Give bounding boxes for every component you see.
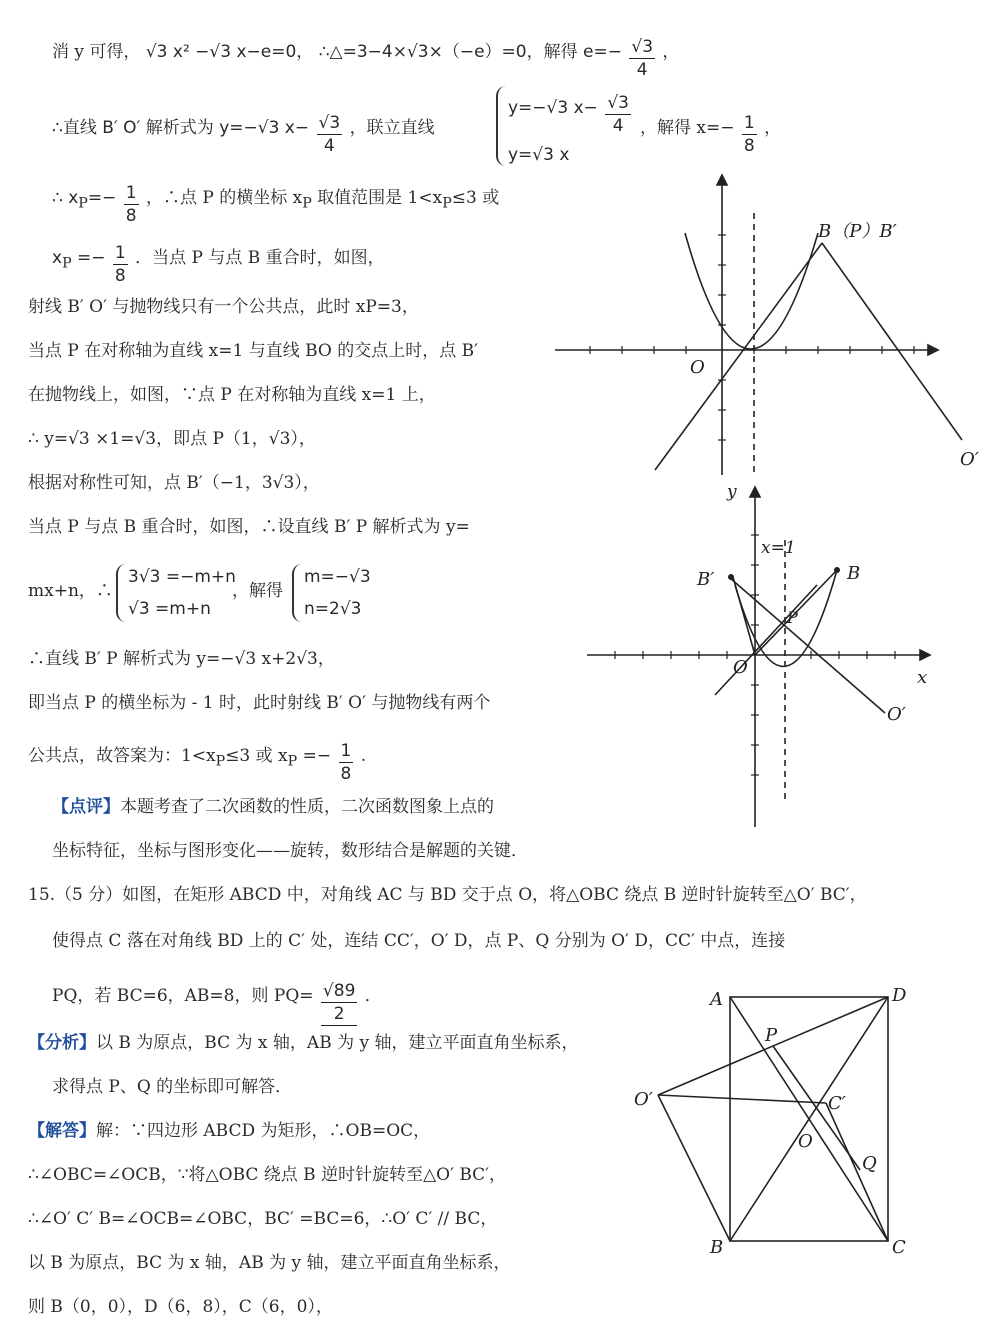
system-eq-1: y=−√3 x− $\frac{√3}{4}$ [508, 93, 629, 136]
text-line-21: 求得点 P、Q 的坐标即可解答． [52, 1077, 293, 1097]
figure-label: O [690, 357, 705, 378]
figure-label: B [847, 563, 861, 584]
text-line-2: ∴直线 B′ O′ 解析式为 y=−√3 x− $\frac{√3}{4}$ ，联立直线 [52, 113, 435, 156]
text-line-20: 【分析】以 B 为原点，BC 为 x 轴，AB 为 y 轴，建立平面直角坐标系， [28, 1033, 579, 1053]
text-line-25: 以 B 为原点，BC 为 x 轴，AB 为 y 轴，建立平面直角坐标系， [28, 1253, 511, 1273]
figure-label: O′ [960, 449, 979, 470]
system-eq-1: m=−√3 [304, 567, 371, 587]
figure-label: P [765, 1025, 778, 1046]
text-line-4: $x_P$ =− $\frac{1}{8}$ ．当点 P 与点 B 重合时，如图， [52, 243, 385, 286]
text-line-19: PQ，若 BC=6，AB=8，则 PQ= $\frac{√89}{2}$ ． [52, 981, 382, 1024]
text-line-24: ∴∠O′ C′ B=∠OCB=∠OBC，BC′ =BC=6，∴O′ C′ // BC， [28, 1209, 498, 1229]
system-eq-2: √3 =m+n [128, 599, 211, 619]
figure-label: A [710, 989, 723, 1010]
text-line-14: 公共点，故答案为：$1<x_P\le 3$ 或 $x_P$ =− $\frac{1}{8}$ . [28, 741, 367, 784]
figure-label: B（P）B′ [818, 221, 897, 242]
figure-label: O [733, 657, 748, 678]
text-line-10: 当点 P 与点 B 重合时，如图，∴设直线 B′ P 解析式为 y= [28, 517, 470, 537]
text-line-15: 【点评】本题考查了二次函数的性质，二次函数图象上点的 [52, 797, 494, 817]
text-line-6: 当点 P 在对称轴为直线 x=1 与直线 BO 的交点上时，点 B′ [28, 341, 479, 361]
text-line-7: 在抛物线上，如图，∵点 P 在对称轴为直线 x=1 上， [28, 385, 436, 405]
system-eq-2: y=√3 x [508, 145, 570, 165]
text-line-23: ∴∠OBC=∠OCB，∵将△OBC 绕点 B 逆时针旋转至△O′ BC′， [28, 1165, 507, 1185]
fraction: $\frac{√3}{4}$ [631, 37, 654, 80]
text-line-5: 射线 B′ O′ 与抛物线只有一个公共点，此时 xP=3， [28, 297, 419, 317]
text-line-13: 即当点 P 的横坐标为 - 1 时，此时射线 B′ O′ 与抛物线有两个 [28, 693, 491, 713]
figure-label: C [892, 1237, 906, 1258]
text-line-17: 15.（5 分）如图，在矩形 ABCD 中，对角线 AC 与 BD 交于点 O，将△OBC 绕点 B 逆时针旋转至△O′ BC′， [28, 885, 867, 905]
figure-label: D [892, 985, 907, 1006]
figure-label: C′ [828, 1093, 846, 1114]
figure-label: P [787, 608, 798, 627]
text-line-16: 坐标特征，坐标与图形变化——旋转，数形结合是解题的关键． [52, 841, 528, 861]
figure-label: O′ [887, 704, 906, 725]
text-line-8: ∴ y=√3 ×1=√3，即点 P（1，√3）， [28, 429, 316, 449]
system-eq-1: 3√3 =−m+n [128, 567, 236, 587]
system-brace [292, 564, 302, 622]
figure-label: y [727, 482, 737, 502]
figure-label: B′ [697, 569, 715, 590]
text-line-12: ∴直线 B′ P 解析式为 y=−√3 x+2√3， [28, 649, 335, 669]
text-line-11: mx+n，∴ [28, 581, 113, 601]
figure-label: B [710, 1237, 724, 1258]
figure-2-graph [585, 482, 945, 830]
text-line-3: ∴ $x_P=-$ $\frac{1}{8}$ ，∴点 P 的横坐标 $x_P$ 取值范围是 $1<x_P\le 3$ 或 [52, 183, 500, 226]
text-line-18: 使得点 C 落在对角线 BD 上的 C′ 处，连结 CC′，O′ D，点 P、Q 分别为 O′ D，CC′ 中点，连接 [52, 931, 786, 951]
text-line-11b: ，解得 [232, 581, 283, 601]
figure-label: x [917, 667, 928, 688]
text-line-9: 根据对称性可知，点 B′（−1，3√3）， [28, 473, 320, 493]
system-brace [116, 564, 126, 622]
figure-label: x=1 [761, 538, 796, 558]
text-line-1: 消 y 可得， √3 x² −√3 x−e=0， ∴△=3−4×√3×（−e）=0，解得 e=− $\frac{√3}{4}$ ， [52, 37, 680, 80]
figure-label: O′ [634, 1089, 653, 1110]
text-line-22: 【解答】解：∵四边形 ABCD 为矩形，∴OB=OC， [28, 1121, 431, 1141]
system-brace [496, 86, 506, 166]
system-eq-2: n=2√3 [304, 599, 362, 619]
figure-3-rectangle [630, 985, 930, 1260]
text-line-2b: ，解得 x=− $\frac{1}{8}$ ， [640, 113, 782, 156]
figure-1-graph [550, 175, 980, 505]
text-line-26: 则 B（0，0），D（6，8），C（6，0）， [28, 1297, 333, 1317]
figure-label: Q [862, 1153, 877, 1174]
figure-label: O [798, 1131, 813, 1152]
